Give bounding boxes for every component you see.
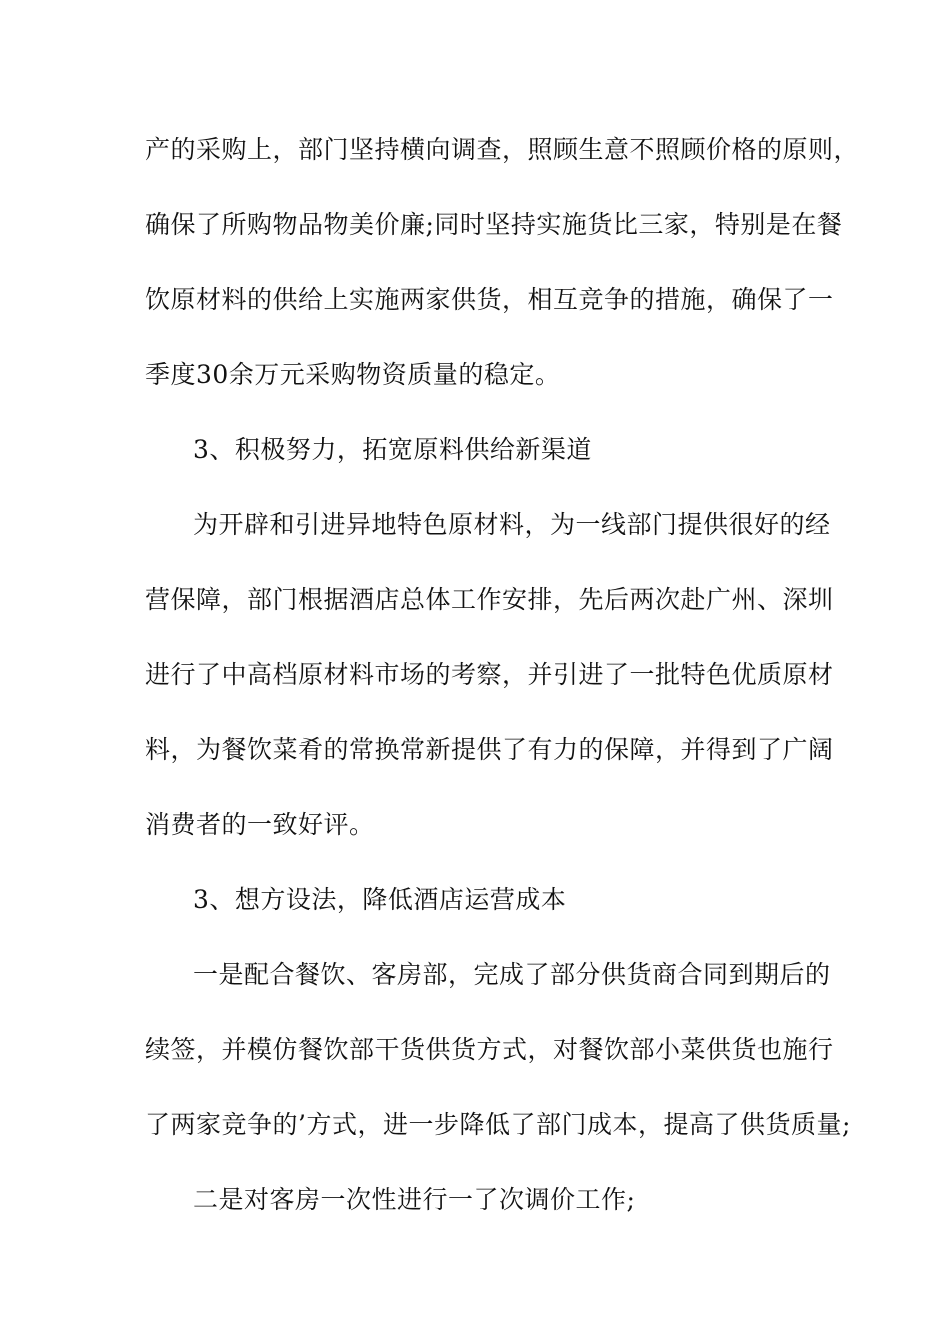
paragraph-line: 一是配合餐饮、客房部，完成了部分供货商合同到期后的 [193, 960, 831, 989]
paragraph-line: 为开辟和引进异地特色原材料，为一线部门提供很好的经 [193, 510, 831, 539]
paragraph-line: 料，为餐饮菜肴的常换常新提供了有力的保障，并得到了广阔 [145, 735, 834, 764]
paragraph-line: 产的采购上，部门坚持横向调查，照顾生意不照顾价格的原则， [145, 135, 860, 164]
paragraph-line: 营保障，部门根据酒店总体工作安排，先后两次赴广州、深圳 [145, 585, 834, 614]
paragraph-line: 了两家竞争的’方式，进一步降低了部门成本，提高了供货质量; [145, 1110, 851, 1139]
paragraph-line: 消费者的一致好评。 [145, 810, 375, 839]
paragraph-line: 二是对客房一次性进行一了次调价工作; [193, 1185, 636, 1214]
paragraph-line: 续签，并模仿餐饮部干货供货方式，对餐饮部小菜供货也施行 [145, 1035, 834, 1064]
section-heading: 3、积极努力，拓宽原料供给新渠道 [193, 435, 592, 464]
paragraph-line: 进行了中高档原材料市场的考察，并引进了一批特色优质原材 [145, 660, 834, 689]
section-heading: 3、想方设法，降低酒店运营成本 [193, 885, 567, 914]
paragraph-line: 季度30余万元采购物资质量的稳定。 [145, 360, 561, 389]
paragraph-line: 饮原材料的供给上实施两家供货，相互竞争的措施，确保了一 [145, 285, 834, 314]
paragraph-line: 确保了所购物品物美价廉;同时坚持实施货比三家，特别是在餐 [145, 210, 843, 239]
